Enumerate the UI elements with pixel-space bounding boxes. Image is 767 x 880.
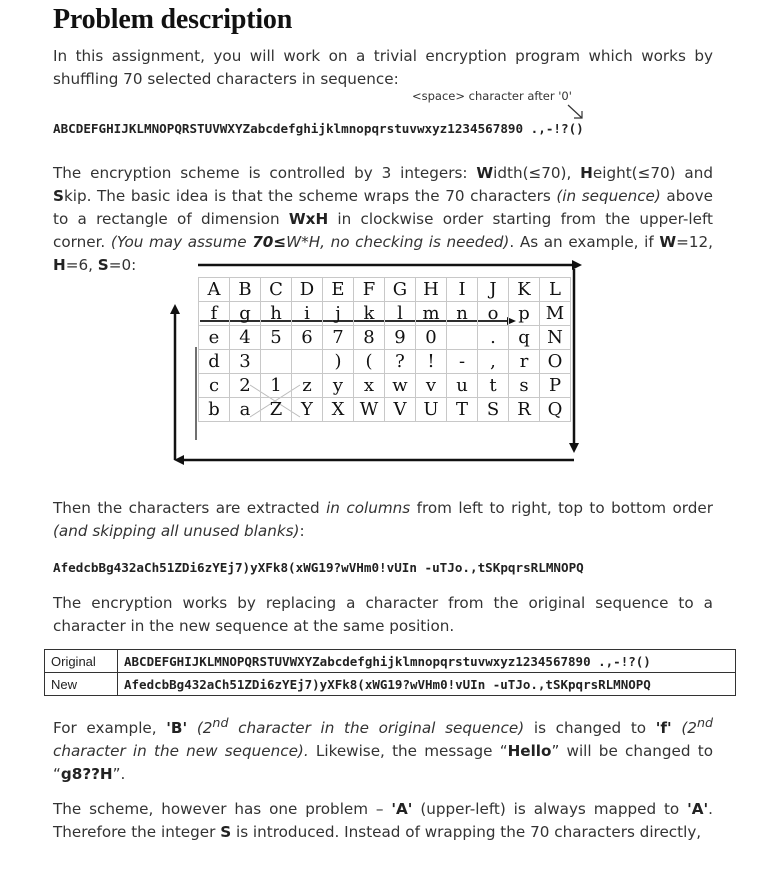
wrap-diagram: [170, 255, 590, 470]
scheme-paragraph: The encryption scheme is controlled by 3 integers: Width(≤70), Height(≤70) and Skip. The basic idea is that the scheme wraps the 70 characters (in sequence) above to a rectangle of dimension WxH in clockwise order starting from the upper-left corner. (You may assume 70≤W*H, no checking is needed). As an example, if W=12, H=6, S=0:: [53, 164, 713, 274]
grid-cell: h: [261, 302, 292, 326]
new-label: New: [45, 673, 118, 696]
grid-cell: y: [323, 374, 354, 398]
grid-cell: ,: [478, 350, 509, 374]
grid-cell: z: [292, 374, 323, 398]
mapping-table: [44, 649, 736, 696]
grid-cell: 7: [323, 326, 354, 350]
replace-paragraph: The encryption works by replacing a character from the original sequence to a character in the new sequence at the same position.: [53, 594, 713, 635]
grid-cell: a: [230, 398, 261, 422]
grid-cell: n: [447, 302, 478, 326]
grid-cell: H: [416, 278, 447, 302]
grid-cell: L: [540, 278, 571, 302]
grid-cell: Q: [540, 398, 571, 422]
grid-cell: ): [323, 350, 354, 374]
grid-cell: X: [323, 398, 354, 422]
grid-cell: U: [416, 398, 447, 422]
original-label: Original: [45, 650, 118, 673]
grid-cell: 4: [230, 326, 261, 350]
grid-cell: S: [478, 398, 509, 422]
grid-cell: M: [540, 302, 571, 326]
grid-cell: .: [478, 326, 509, 350]
grid-cell: m: [416, 302, 447, 326]
grid-cell: C: [261, 278, 292, 302]
grid-cell: W: [354, 398, 385, 422]
grid-cell: 6: [292, 326, 323, 350]
grid-cell: Z: [261, 398, 292, 422]
grid-cell: ?: [385, 350, 416, 374]
grid-cell: [292, 350, 323, 374]
grid-cell: q: [509, 326, 540, 350]
grid-cell: l: [385, 302, 416, 326]
grid-cell: j: [323, 302, 354, 326]
space-note: <space> character after '0': [412, 89, 572, 103]
grid-cell: E: [323, 278, 354, 302]
arrow-down-icon: [565, 103, 587, 123]
grid-cell: -: [447, 350, 478, 374]
original-sequence: ABCDEFGHIJKLMNOPQRSTUVWXYZabcdefghijklmnopqrstuvwxyz1234567890 .,-!?(): [53, 121, 584, 136]
grid-cell: (: [354, 350, 385, 374]
grid-cell: r: [509, 350, 540, 374]
grid-cell: k: [354, 302, 385, 326]
grid-cell: 5: [261, 326, 292, 350]
grid-cell: c: [199, 374, 230, 398]
grid-cell: d: [199, 350, 230, 374]
grid-cell: 0: [416, 326, 447, 350]
grid-cell: T: [447, 398, 478, 422]
grid-cell: g: [230, 302, 261, 326]
extract-paragraph: Then the characters are extracted in columns from left to right, top to bottom order (and skipping all unused blanks):: [53, 499, 713, 540]
grid-cell: v: [416, 374, 447, 398]
grid-cell: 2: [230, 374, 261, 398]
grid-cell: o: [478, 302, 509, 326]
grid-row: [199, 326, 571, 350]
grid-row: [199, 398, 571, 422]
grid-cell: 8: [354, 326, 385, 350]
grid-cell: O: [540, 350, 571, 374]
problem-paragraph: The scheme, however has one problem – 'A' (upper-left) is always mapped to 'A'. Therefore the integer S is introduced. Instead of wrapping the 70 characters directly,: [53, 800, 713, 841]
grid-cell: I: [447, 278, 478, 302]
table-row: [45, 673, 736, 696]
grid-cell: [261, 350, 292, 374]
grid-cell: b: [199, 398, 230, 422]
grid-cell: G: [385, 278, 416, 302]
grid-cell: [447, 326, 478, 350]
grid-cell: A: [199, 278, 230, 302]
new-sequence: AfedcbBg432aCh51ZDi6zYEj7)yXFk8(xWG19?wVHm0!vUIn -uTJo.,tSKpqrsRLMNOPQ: [53, 560, 584, 575]
grid-cell: u: [447, 374, 478, 398]
intro-paragraph: In this assignment, you will work on a trivial encryption program which works by shuffling 70 selected characters in sequence:: [53, 47, 713, 88]
grid-cell: Y: [292, 398, 323, 422]
grid-cell: V: [385, 398, 416, 422]
character-grid: [198, 277, 571, 422]
grid-cell: F: [354, 278, 385, 302]
grid-cell: e: [199, 326, 230, 350]
grid-cell: 3: [230, 350, 261, 374]
grid-cell: J: [478, 278, 509, 302]
original-value: ABCDEFGHIJKLMNOPQRSTUVWXYZabcdefghijklmnopqrstuvwxyz1234567890 .,-!?(): [118, 650, 736, 673]
grid-cell: i: [292, 302, 323, 326]
grid-cell: N: [540, 326, 571, 350]
grid-cell: P: [540, 374, 571, 398]
grid-cell: w: [385, 374, 416, 398]
new-value: AfedcbBg432aCh51ZDi6zYEj7)yXFk8(xWG19?wVHm0!vUIn -uTJo.,tSKpqrsRLMNOPQ: [118, 673, 736, 696]
grid-cell: D: [292, 278, 323, 302]
grid-cell: K: [509, 278, 540, 302]
grid-cell: 9: [385, 326, 416, 350]
grid-cell: R: [509, 398, 540, 422]
grid-row: [199, 350, 571, 374]
grid-cell: t: [478, 374, 509, 398]
grid-cell: p: [509, 302, 540, 326]
grid-row: [199, 278, 571, 302]
grid-cell: B: [230, 278, 261, 302]
table-row: [45, 650, 736, 673]
example-paragraph: For example, 'B' (2nd character in the original sequence) is changed to 'f' (2nd character in the new sequence). Likewise, the message “Hello” will be changed to “g8??H”.: [53, 715, 714, 784]
grid-cell: 1: [261, 374, 292, 398]
grid-cell: x: [354, 374, 385, 398]
grid-cell: f: [199, 302, 230, 326]
grid-row: [199, 374, 571, 398]
page-title: Problem description: [53, 4, 293, 35]
grid-row: [199, 302, 571, 326]
grid-cell: !: [416, 350, 447, 374]
grid-cell: s: [509, 374, 540, 398]
